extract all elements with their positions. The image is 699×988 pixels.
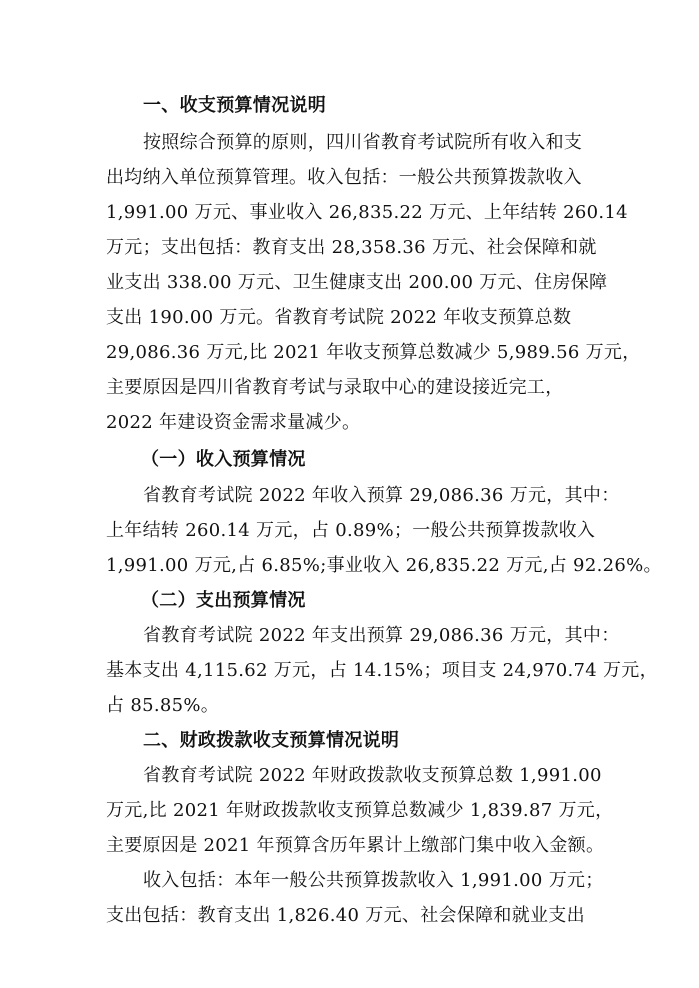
paragraph-line: 29,086.36 万元,比 2021 年收支预算总数减少 5,989.56 万元， [106,342,641,363]
paragraph-line: 主要原因是 2021 年预算含历年累计上缴部门集中收入金额。 [106,835,605,856]
paragraph-line: 1,991.00 万元、事业收入 26,835.22 万元、上年结转 260.14 [106,202,628,223]
paragraph-line: 万元；支出包括：教育支出 28,358.36 万元、社会保障和就 [106,237,597,258]
section-heading-1: 一、收支预算情况说明 [143,95,326,116]
paragraph-line: 收入包括：本年一般公共预算拨款收入 1,991.00 万元； [143,870,604,891]
paragraph-line: 省教育考试院 2022 年财政拨款收支预算总数 1,991.00 [143,765,602,786]
paragraph-line: 省教育考试院 2022 年支出预算 29,086.36 万元，其中： [143,625,620,646]
paragraph-line: 支出 190.00 万元。省教育考试院 2022 年收支预算总数 [106,307,572,328]
paragraph-line: 按照综合预算的原则，四川省教育考试院所有收入和支 [143,132,583,153]
paragraph-line: 万元,比 2021 年财政拨款收支预算总数减少 1,839.87 万元， [106,800,614,821]
paragraph-line: 主要原因是四川省教育考试与录取中心的建设接近完工， [106,377,564,398]
paragraph-line: 业支出 338.00 万元、卫生健康支出 200.00 万元、住房保障 [106,272,608,293]
section-heading-2: 二、财政拨款收支预算情况说明 [143,730,400,751]
paragraph-line: 基本支出 4,115.62 万元，占 14.15%；项目支 24,970.74 万元， [106,660,658,681]
paragraph-line: 占 85.85%。 [106,695,220,716]
paragraph-line: 上年结转 260.14 万元，占 0.89%；一般公共预算拨款收入 [106,520,596,541]
subsection-heading-expense: （二）支出预算情况 [141,590,306,611]
paragraph-line: 1,991.00 万元,占 6.85%;事业收入 26,835.22 万元,占 92.26%。 [106,555,662,576]
paragraph-line: 支出包括：教育支出 1,826.40 万元、社会保障和就业支出 [106,905,585,926]
paragraph-line: 省教育考试院 2022 年收入预算 29,086.36 万元，其中： [143,485,620,506]
paragraph-line: 2022 年建设资金需求量减少。 [106,412,361,433]
subsection-heading-income: （一）收入预算情况 [141,449,306,470]
paragraph-line: 出均纳入单位预算管理。收入包括：一般公共预算拨款收入 [106,167,582,188]
